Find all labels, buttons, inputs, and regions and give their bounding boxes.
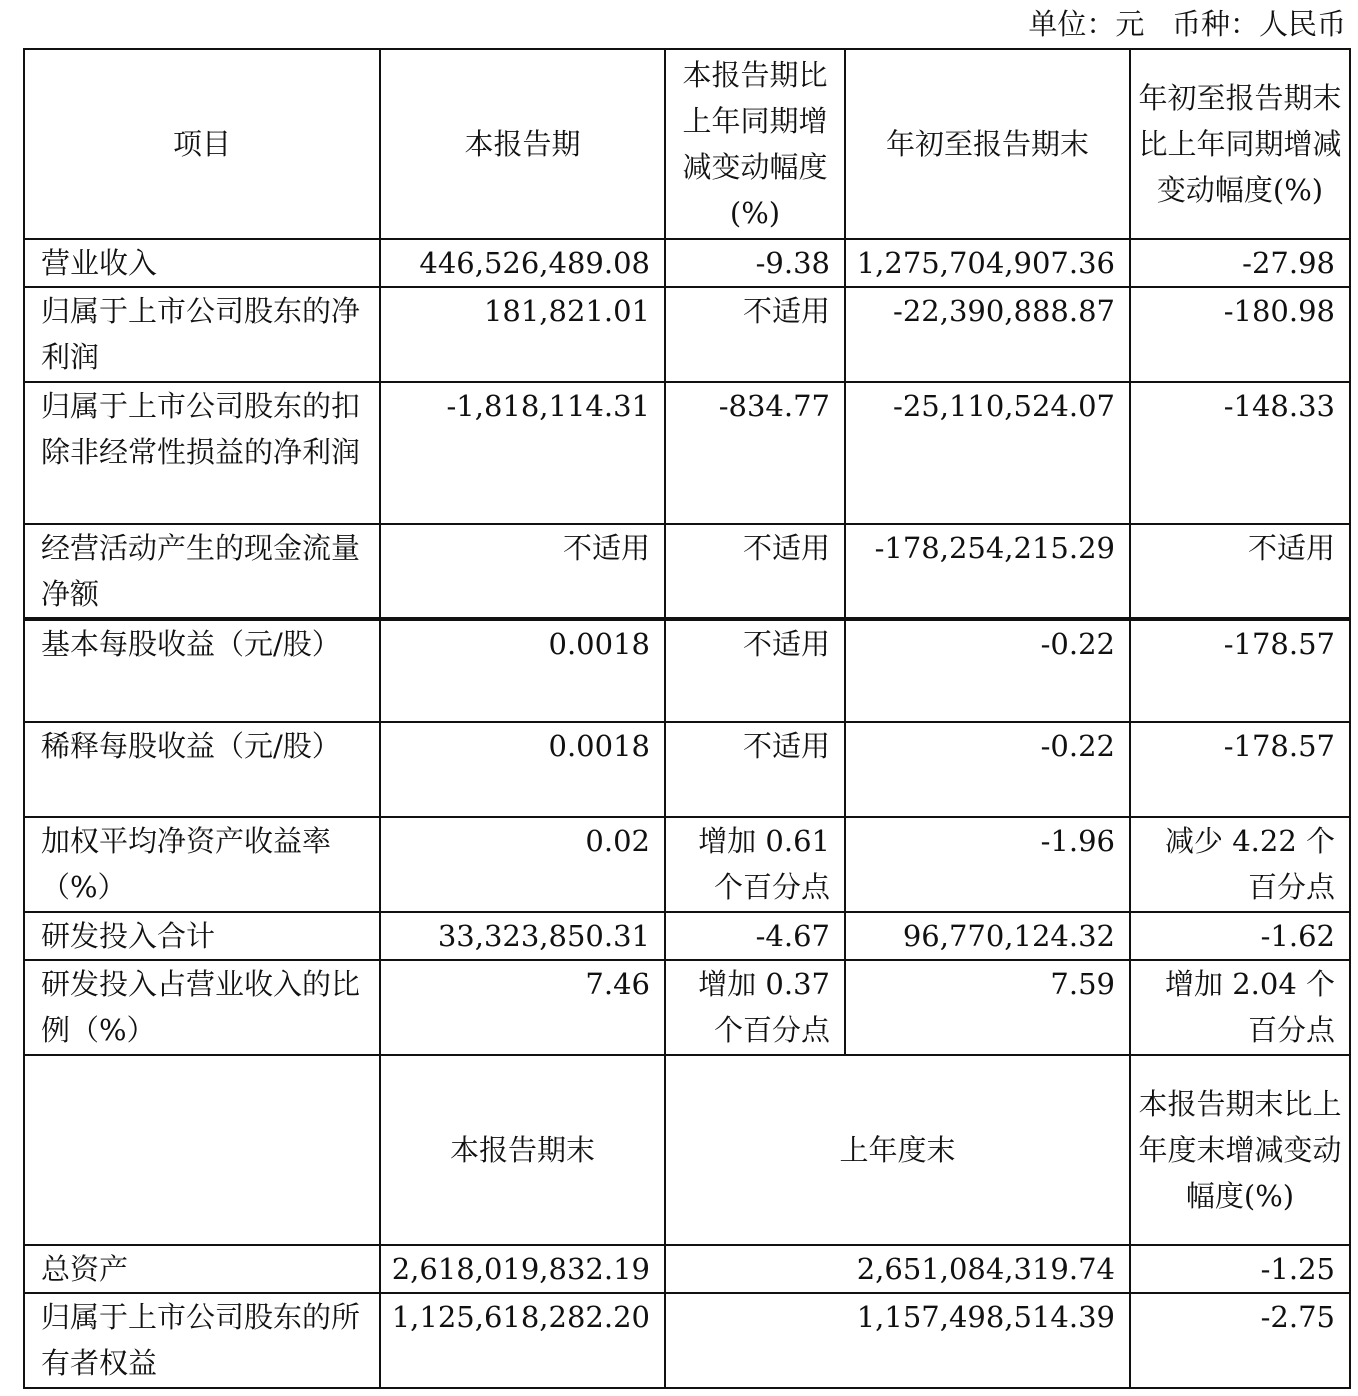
financial-data-table [23, 48, 1351, 1389]
cell-ytd: -178,254,215.29 [845, 524, 1130, 619]
header-period-end: 本报告期末 [380, 1055, 665, 1245]
row-label: 研发投入合计 [24, 912, 380, 960]
cell-current: -1,818,114.31 [380, 382, 665, 524]
cell-ytd: -25,110,524.07 [845, 382, 1130, 524]
cell-current: 33,323,850.31 [380, 912, 665, 960]
table-row [24, 524, 1350, 619]
table-row [24, 1245, 1350, 1293]
cell-ytd-change: -180.98 [1130, 287, 1350, 382]
cell-current: 446,526,489.08 [380, 239, 665, 287]
header-ytd-yoy: 年初至报告期末比上年同期增减变动幅度(%) [1130, 49, 1350, 239]
header-ytd: 年初至报告期末 [845, 49, 1130, 239]
cell-ytd: -0.22 [845, 619, 1130, 722]
unit-currency-note: 单位：元 币种：人民币 [1028, 7, 1346, 41]
cell-ytd-change: -178.57 [1130, 722, 1350, 817]
cell-ytd: 1,275,704,907.36 [845, 239, 1130, 287]
cell-ytd: 96,770,124.32 [845, 912, 1130, 960]
row-label: 归属于上市公司股东的净利润 [24, 287, 380, 382]
cell-current: 0.0018 [380, 722, 665, 817]
cell-ytd-change: 增加 2.04 个百分点 [1130, 960, 1350, 1055]
header-period-change: 本报告期末比上年度末增减变动幅度(%) [1130, 1055, 1350, 1245]
cell-current-change: 增加 0.61 个百分点 [665, 817, 845, 912]
cell-current-change: 增加 0.37 个百分点 [665, 960, 845, 1055]
cell-ytd-change: -178.57 [1130, 619, 1350, 722]
table-row [24, 1293, 1350, 1388]
table-row [24, 960, 1350, 1055]
cell-ytd: 7.59 [845, 960, 1130, 1055]
cell-current-change: 不适用 [665, 524, 845, 619]
table-row [24, 287, 1350, 382]
row-label: 加权平均净资产收益率（%） [24, 817, 380, 912]
cell-period-end: 1,125,618,282.20 [380, 1293, 665, 1388]
cell-ytd-change: -27.98 [1130, 239, 1350, 287]
cell-current-change: -9.38 [665, 239, 845, 287]
cell-ytd: -1.96 [845, 817, 1130, 912]
cell-change: -2.75 [1130, 1293, 1350, 1388]
cell-prior-year-end: 1,157,498,514.39 [665, 1293, 1130, 1388]
cell-ytd-change: -1.62 [1130, 912, 1350, 960]
cell-ytd: -0.22 [845, 722, 1130, 817]
header-current-yoy: 本报告期比上年同期增减变动幅度(%) [665, 49, 845, 239]
cell-current-change: -834.77 [665, 382, 845, 524]
cell-current: 7.46 [380, 960, 665, 1055]
cell-change: -1.25 [1130, 1245, 1350, 1293]
cell-current: 0.02 [380, 817, 665, 912]
row-label: 营业收入 [24, 239, 380, 287]
subheader-empty [24, 1055, 380, 1245]
table-row [24, 912, 1350, 960]
row-label: 基本每股收益（元/股） [24, 619, 380, 722]
table-row [24, 619, 1350, 722]
row-label: 归属于上市公司股东的所有者权益 [24, 1293, 380, 1388]
table-header-row [24, 49, 1350, 239]
cell-current-change: 不适用 [665, 619, 845, 722]
table-row [24, 239, 1350, 287]
cell-current: 181,821.01 [380, 287, 665, 382]
cell-current: 0.0018 [380, 619, 665, 722]
row-label: 总资产 [24, 1245, 380, 1293]
table-subheader-row [24, 1055, 1350, 1245]
row-label: 研发投入占营业收入的比例（%） [24, 960, 380, 1055]
cell-current: 不适用 [380, 524, 665, 619]
header-item: 项目 [24, 49, 380, 239]
table-row [24, 722, 1350, 817]
header-current-period: 本报告期 [380, 49, 665, 239]
cell-ytd: -22,390,888.87 [845, 287, 1130, 382]
cell-prior-year-end: 2,651,084,319.74 [665, 1245, 1130, 1293]
cell-current-change: 不适用 [665, 287, 845, 382]
cell-current-change: -4.67 [665, 912, 845, 960]
table-row [24, 382, 1350, 524]
row-label: 经营活动产生的现金流量净额 [24, 524, 380, 619]
cell-period-end: 2,618,019,832.19 [380, 1245, 665, 1293]
table-row [24, 817, 1350, 912]
cell-current-change: 不适用 [665, 722, 845, 817]
row-label: 稀释每股收益（元/股） [24, 722, 380, 817]
row-label: 归属于上市公司股东的扣除非经常性损益的净利润 [24, 382, 380, 524]
cell-ytd-change: 减少 4.22 个百分点 [1130, 817, 1350, 912]
cell-ytd-change: 不适用 [1130, 524, 1350, 619]
cell-ytd-change: -148.33 [1130, 382, 1350, 524]
header-prior-year-end: 上年度末 [665, 1055, 1130, 1245]
